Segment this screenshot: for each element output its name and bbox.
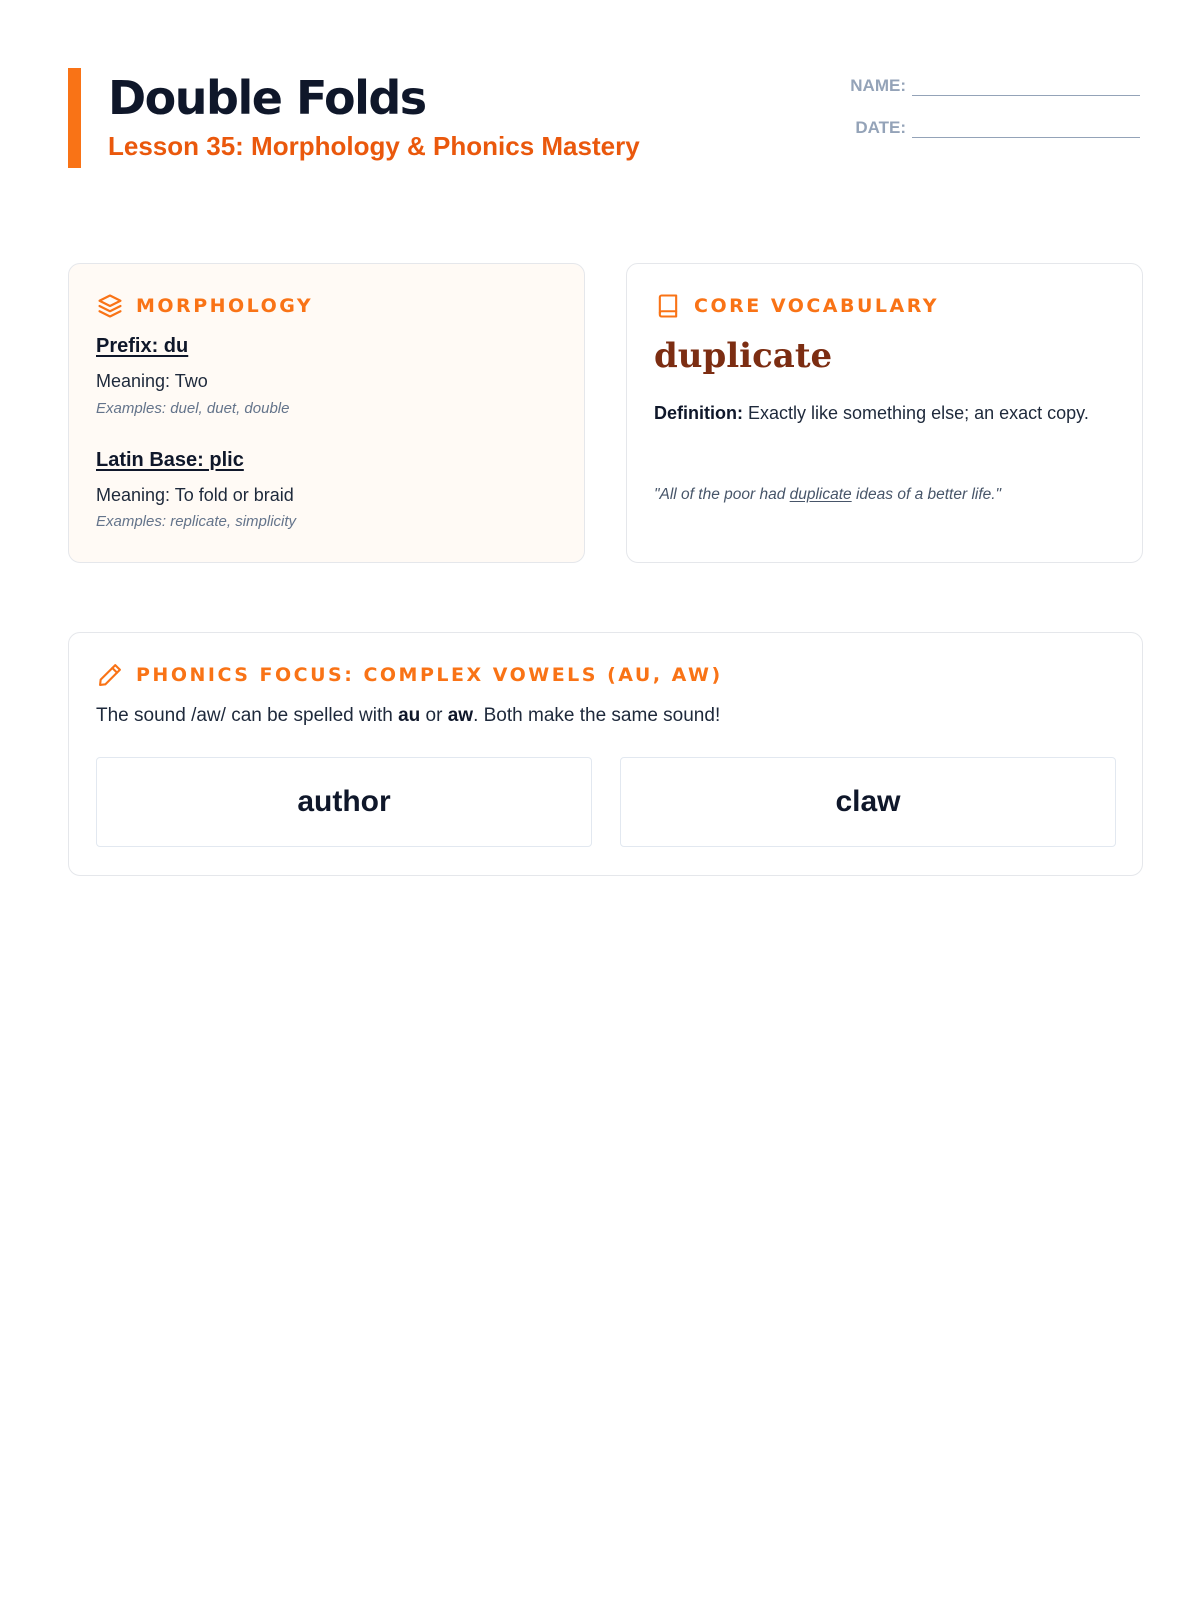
pencil-icon — [96, 661, 124, 689]
phonics-card — [68, 632, 1143, 876]
name-label: NAME: — [850, 76, 906, 95]
definition-text: Exactly like something else; an exact copy. — [748, 403, 1089, 423]
phonics-heading: PHONICS FOCUS: COMPLEX VOWELS (AU, AW) — [136, 664, 723, 686]
morphology-heading: MORPHOLOGY — [136, 295, 314, 317]
header-accent-bar — [68, 68, 81, 168]
name-field[interactable] — [912, 75, 1140, 96]
definition-label: Definition: — [654, 403, 743, 423]
date-field[interactable] — [912, 117, 1140, 138]
vocabulary-definition — [654, 398, 1104, 429]
prefix-title: Prefix: du — [96, 335, 189, 357]
sentence-highlight-word: duplicate — [789, 486, 852, 503]
phonics-text-start: The sound /aw/ can be spelled with — [96, 705, 399, 726]
prefix-examples: Examples: duel, duet, double — [96, 400, 290, 417]
spelling-au: au — [398, 705, 421, 726]
lesson-subtitle: Lesson 35: Morphology & Phonics Mastery — [108, 131, 640, 161]
prefix-meaning: Meaning: Two — [96, 371, 208, 391]
phonics-text-end: . Both make the same sound! — [473, 705, 721, 726]
book-icon — [654, 292, 682, 320]
vocabulary-card — [626, 263, 1143, 563]
spelling-aw: aw — [447, 705, 474, 726]
name-row — [836, 70, 1140, 96]
layers-icon — [96, 292, 124, 320]
base-title: Latin Base: plic — [96, 449, 244, 471]
vocabulary-heading: CORE VOCABULARY — [694, 295, 940, 317]
page-title: Double Folds — [108, 71, 426, 125]
vocabulary-word: duplicate — [654, 336, 833, 376]
morphology-card-header — [96, 292, 313, 320]
date-row — [836, 112, 1140, 138]
phonics-card-header — [96, 661, 723, 689]
vocabulary-card-header — [654, 292, 939, 320]
date-label: DATE: — [855, 118, 906, 137]
word-card-author: author — [96, 757, 592, 847]
morphology-card — [68, 263, 585, 563]
sentence-end: ideas of a better life." — [851, 486, 1002, 503]
word-card-claw: claw — [620, 757, 1116, 847]
phonics-text-mid: or — [420, 705, 448, 726]
phonics-explanation — [96, 705, 720, 727]
worksheet-header — [68, 68, 1140, 168]
example-sentence — [654, 486, 1124, 504]
base-meaning: Meaning: To fold or braid — [96, 485, 294, 505]
sentence-start: "All of the poor had — [654, 486, 790, 503]
base-examples: Examples: replicate, simplicity — [96, 513, 297, 530]
